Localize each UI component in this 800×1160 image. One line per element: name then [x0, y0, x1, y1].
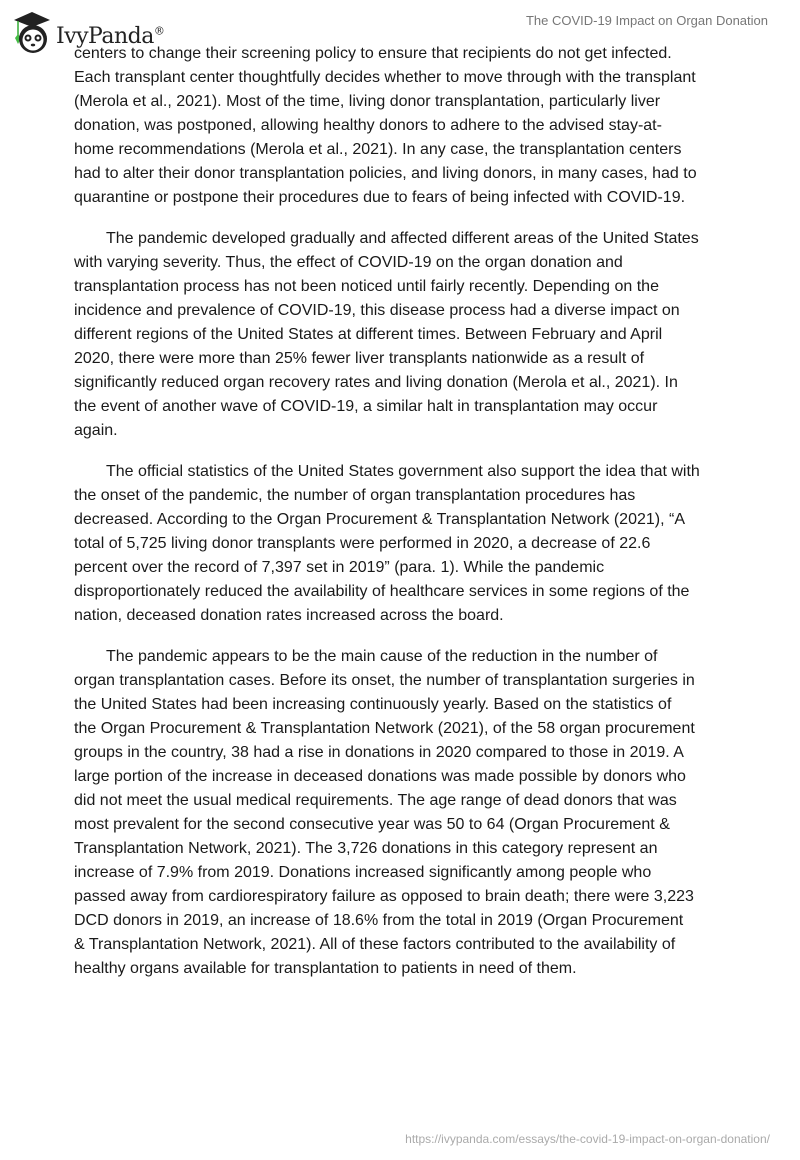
essay-body [74, 42, 744, 998]
panda-graduate-icon [12, 8, 52, 56]
paragraph-line: large portion of the increase in deceased donations was made possible by donors who [74, 768, 686, 785]
paragraph-line: increase of 7.9% from 2019. Donations increased significantly among people who [74, 864, 652, 881]
paragraph-line: different regions of the United States at different times. Between February and April [74, 326, 663, 343]
paragraph-line: had to alter their donor transplantation policies, and living donors, in many cases, had to [74, 165, 697, 182]
paragraph-line: Each transplant center thoughtfully decides whether to move through with the transplant [74, 69, 696, 86]
logo-text: IvyPanda® [56, 23, 165, 49]
paragraph-line: most prevalent for the second consecutive year was 50 to 64 (Organ Procurement & [74, 816, 670, 833]
essay-paragraph [74, 227, 744, 443]
paragraph-line: & Transplantation Network, 2021). All of these factors contributed to the availability of [74, 936, 676, 953]
paragraph-line: transplantation process has not been noticed until fairly recently. Depending on the [74, 278, 659, 295]
essay-paragraph [74, 645, 744, 981]
essay-paragraph [74, 460, 744, 628]
paragraph-line: Transplantation Network, 2021). The 3,726 donations in this category represent an [74, 840, 658, 857]
paragraph-line: total of 5,725 living donor transplants were performed in 2020, a decrease of 22.6 [74, 535, 651, 552]
paragraph-line: organ transplantation cases. Before its onset, the number of transplantation surgeries in [74, 672, 695, 689]
paragraph-line: the onset of the pandemic, the number of organ transplantation procedures has [74, 487, 636, 504]
paragraph-line: healthy organs available for transplantation to patients in need of them. [74, 960, 577, 977]
paragraph-line: the event of another wave of COVID-19, a similar halt in transplantation may occur [74, 398, 658, 415]
paragraph-line: significantly reduced organ recovery rates and living donation (Merola et al., 2021). In [74, 374, 678, 391]
paragraph-line: decreased. According to the Organ Procurement & Transplantation Network (2021), “A [74, 511, 685, 528]
paragraph-line: incidence and prevalence of COVID-19, this disease process had a diverse impact on [74, 302, 680, 319]
footer-url[interactable]: https://ivypanda.com/essays/the-covid-19-impact-on-organ-donation/ [405, 1132, 770, 1146]
paragraph-line: The pandemic developed gradually and affected different areas of the United States [106, 230, 699, 247]
paragraph-line: again. [74, 422, 118, 439]
paragraph-line: passed away from cardiorespiratory failure as opposed to brain death; there were 3,223 [74, 888, 694, 905]
paragraph-line: disproportionately reduced the availability of healthcare services in some regions of the [74, 583, 690, 600]
paragraph-line: nation, deceased donation rates increased across the board. [74, 607, 504, 624]
paragraph-line: donation, was postponed, allowing healthy donors to adhere to the advised stay-at- [74, 117, 662, 134]
paragraph-line: groups in the country, 38 had a rise in donations in 2020 compared to those in 2019. A [74, 744, 684, 761]
paragraph-line: the United States had been increasing continuously yearly. Based on the statistics of [74, 696, 672, 713]
paragraph-line: the Organ Procurement & Transplantation Network (2021), of the 58 organ procurement [74, 720, 695, 737]
paragraph-line: home recommendations (Merola et al., 2021). In any case, the transplantation centers [74, 141, 682, 158]
paragraph-line: with varying severity. Thus, the effect of COVID-19 on the organ donation and [74, 254, 623, 271]
paragraph-line: quarantine or postpone their procedures due to fears of being infected with COVID-19. [74, 189, 686, 206]
paragraph-line: centers to change their screening policy to ensure that recipients do not get infected. [74, 45, 672, 62]
paragraph-line: The official statistics of the United States government also support the idea that with [106, 463, 700, 480]
paragraph-line: DCD donors in 2019, an increase of 18.6% from the total in 2019 (Organ Procurement [74, 912, 684, 929]
paragraph-line: percent over the record of 7,397 set in 2019” (para. 1). While the pandemic [74, 559, 605, 576]
paragraph-line: 2020, there were more than 25% fewer liver transplants nationwide as a result of [74, 350, 645, 367]
essay-paragraph [74, 42, 744, 210]
paragraph-line: did not meet the usual medical requirements. The age range of dead donors that was [74, 792, 677, 809]
paragraph-line: The pandemic appears to be the main cause of the reduction in the number of [106, 648, 658, 665]
document-title: The COVID-19 Impact on Organ Donation [525, 13, 768, 28]
paragraph-line: (Merola et al., 2021). Most of the time, living donor transplantation, particularly liver [74, 93, 661, 110]
